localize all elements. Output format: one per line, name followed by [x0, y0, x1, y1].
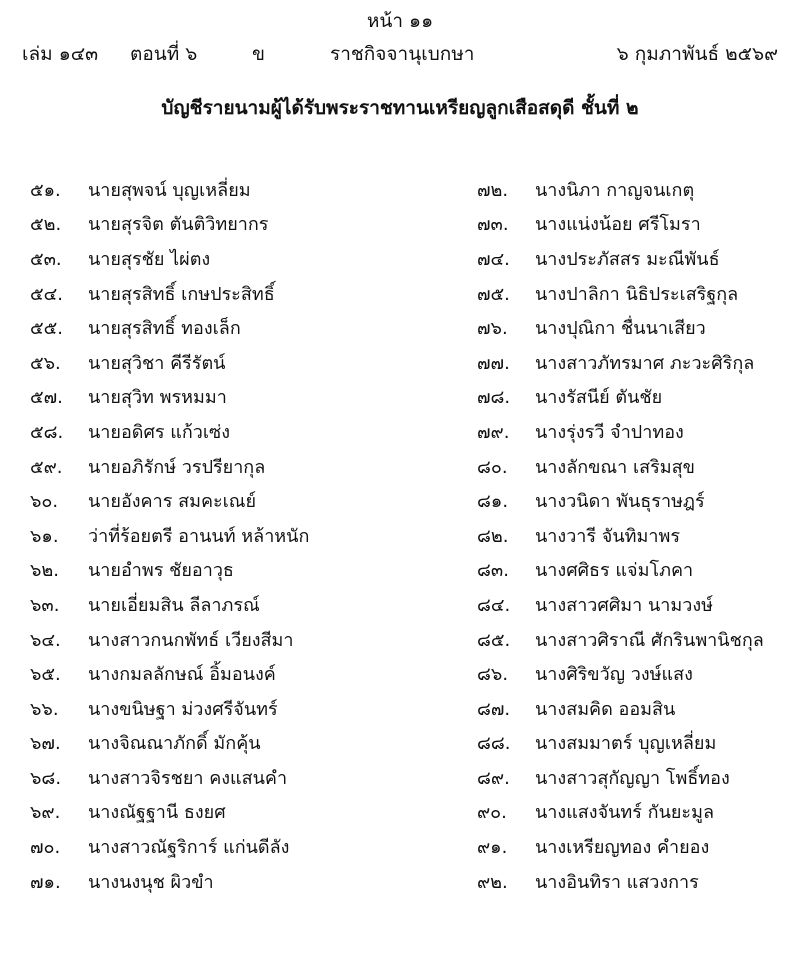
volume-label: เล่ม ๑๔๓ [22, 43, 99, 65]
entry-number: ๖๘. [30, 767, 62, 789]
list-item [477, 414, 764, 449]
entry-number: ๗๖. [477, 318, 508, 340]
entry-number: ๖๐. [30, 491, 59, 513]
list-item [30, 829, 309, 864]
entry-name: นางปาลิกา นิธิประเสริฐกุล [535, 283, 739, 305]
list-item [477, 691, 764, 726]
entry-number: ๖๔. [30, 629, 61, 651]
list-item [477, 276, 764, 311]
entry-number: ๗๑. [30, 871, 61, 893]
entry-number: ๙๒. [477, 871, 508, 893]
list-item [477, 380, 764, 415]
entry-number: ๖๓. [30, 594, 60, 616]
list-item [477, 829, 764, 864]
entry-name: ว่าที่ร้อยตรี อานนท์ หล้าหนัก [88, 525, 310, 547]
list-item [30, 691, 309, 726]
entry-number: ๙๑. [477, 837, 508, 859]
entry-name: นายสุรจิต ตันติวิทยากร [88, 214, 269, 236]
right-name-column [477, 172, 764, 898]
entry-number: ๙๐. [477, 802, 507, 824]
list-item [30, 172, 309, 207]
entry-name: นายอภิรักษ์ วรปรียากุล [88, 456, 266, 478]
entry-name: นางรุ่งรวี จำปาทอง [535, 421, 684, 443]
list-item [477, 795, 764, 830]
entry-name: นายสุพจน์ บุญเหลี่ยม [88, 179, 251, 201]
entry-name: นางสาวจิรชยา คงแสนคำ [88, 767, 288, 789]
entry-number: ๖๙. [30, 802, 61, 824]
entry-name: นางแสงจันทร์ กันยะมูล [535, 802, 714, 824]
list-item [30, 518, 309, 553]
entry-name: นางเหรียญทอง คำยอง [535, 837, 710, 859]
list-item [477, 449, 764, 484]
page-number: หน้า ๑๑ [366, 10, 434, 32]
list-item [477, 345, 764, 380]
entry-number: ๖๒. [30, 560, 60, 582]
list-item [477, 726, 764, 761]
list-item [30, 310, 309, 345]
entry-number: ๕๙. [30, 456, 63, 478]
entry-number: ๕๕. [30, 318, 63, 340]
entry-number: ๕๑. [30, 179, 61, 201]
list-item [30, 345, 309, 380]
entry-name: นางวารี จันทิมาพร [535, 525, 681, 547]
entry-number: ๗๘. [477, 387, 511, 409]
entry-number: ๘๗. [477, 698, 511, 720]
entry-name: นายสุวิชา คีรีรัตน์ [88, 352, 226, 374]
list-item [30, 795, 309, 830]
entry-number: ๕๖. [30, 352, 61, 374]
entry-number: ๗๐. [30, 837, 61, 859]
entry-name: นางศิริขวัญ วงษ์แสง [535, 664, 693, 686]
entry-name: นางจิณณาภักดิ์ มักคุ้น [88, 733, 261, 755]
entry-number: ๘๓. [477, 560, 509, 582]
list-item [30, 760, 309, 795]
entry-name: นางปุณิกา ชื่นนาเสียว [535, 318, 706, 340]
list-item [30, 241, 309, 276]
list-item [30, 726, 309, 761]
section-label: ข [252, 43, 265, 65]
entry-name: นายอำพร ชัยอาวุธ [88, 560, 234, 582]
entry-name: นางสาวศศิมา นามวงษ์ [535, 594, 713, 616]
entry-name: นางสาวสุกัญญา โพธิ์ทอง [535, 767, 730, 789]
entry-number: ๖๑. [30, 525, 59, 547]
entry-number: ๘๘. [477, 733, 511, 755]
list-item [30, 656, 309, 691]
entry-name: นายสุรชัย ไผ่ตง [88, 248, 211, 270]
entry-name: นายสุรสิทธิ์ เกษประสิทธิ์ [88, 283, 275, 305]
entry-number: ๘๙. [477, 767, 510, 789]
list-item [30, 553, 309, 588]
entry-number: ๖๖. [30, 698, 59, 720]
entry-name: นายอดิศร แก้วเซ่ง [88, 421, 231, 443]
entry-name: นางนิภา กาญจนเกตุ [535, 179, 695, 201]
document-title: บัญชีรายนามผู้ได้รับพระราชทานเหรียญลูกเสือสดุดี ชั้นที่ ๒ [161, 97, 639, 119]
entry-name: นางรัสนีย์ ตันชัย [535, 387, 663, 409]
list-item [30, 483, 309, 518]
entry-number: ๘๐. [477, 456, 508, 478]
entry-name: นางสาวภัทรมาศ ภะวะศิริกุล [535, 352, 755, 374]
entry-number: ๕๓. [30, 248, 62, 270]
entry-number: ๗๓. [477, 214, 509, 236]
entry-name: นางสาวณัฐริการ์ แก่นดีลัง [88, 837, 290, 859]
list-item [30, 449, 309, 484]
list-item [477, 656, 764, 691]
entry-name: นางขนิษฐา ม่วงศรีจันทร์ [88, 698, 278, 720]
entry-number: ๕๔. [30, 283, 63, 305]
entry-number: ๕๘. [30, 421, 64, 443]
list-item [477, 518, 764, 553]
entry-name: นางสาวกนกพัทธ์ เวียงสีมา [88, 629, 294, 651]
list-item [30, 207, 309, 242]
entry-name: นางอินทิรา แสวงการ [535, 871, 699, 893]
entry-name: นายเอี่ยมสิน ลีลาภรณ์ [88, 594, 260, 616]
entry-number: ๗๙. [477, 421, 510, 443]
entry-number: ๘๒. [477, 525, 509, 547]
publication-date: ๖ กุมภาพันธ์ ๒๕๖๙ [616, 43, 778, 65]
entry-name: นางสมมาตร์ บุญเหลี่ยม [535, 733, 717, 755]
list-item [477, 864, 764, 899]
list-item [477, 310, 764, 345]
entry-number: ๖๗. [30, 733, 61, 755]
entry-name: นางสมคิด ออมสิน [535, 698, 676, 720]
entry-name: นายอังคาร สมคะเณย์ [88, 491, 257, 513]
entry-number: ๘๑. [477, 491, 509, 513]
entry-number: ๗๔. [477, 248, 510, 270]
entry-number: ๘๕. [477, 629, 511, 651]
list-item [477, 622, 764, 657]
list-item [30, 414, 309, 449]
list-item [30, 622, 309, 657]
entry-number: ๗๒. [477, 179, 509, 201]
entry-name: นางแน่งน้อย ศรีโมรา [535, 214, 701, 236]
gazette-name: ราชกิจจานุเบกษา [330, 43, 475, 65]
entry-name: นางลักขณา เสริมสุข [535, 456, 695, 478]
entry-name: นางศศิธร แจ่มโภคา [535, 560, 694, 582]
entry-name: นางสาวศิราณี ศักรินพานิชกุล [535, 629, 764, 651]
entry-name: นางนงนุช ผิวขำ [88, 871, 214, 893]
list-item [477, 207, 764, 242]
entry-number: ๗๕. [477, 283, 510, 305]
entry-number: ๗๗. [477, 352, 510, 374]
entry-number: ๘๔. [477, 594, 511, 616]
entry-number: ๕๗. [30, 387, 63, 409]
list-item [30, 864, 309, 899]
list-item [477, 241, 764, 276]
entry-name: นางกมลลักษณ์ อิ้มอนงค์ [88, 664, 276, 686]
entry-name: นางประภัสสร มะณีพันธ์ [535, 248, 720, 270]
list-item [477, 553, 764, 588]
list-item [477, 172, 764, 207]
entry-number: ๕๒. [30, 214, 62, 236]
list-item [30, 380, 309, 415]
issue-label: ตอนที่ ๖ [130, 43, 198, 65]
list-item [30, 587, 309, 622]
entry-name: นายสุรสิทธิ์ ทองเล็ก [88, 318, 241, 340]
list-item [477, 483, 764, 518]
entry-name: นางวนิดา พันธุราษฎร์ [535, 491, 705, 513]
list-item [30, 276, 309, 311]
entry-number: ๖๕. [30, 664, 61, 686]
entry-number: ๘๖. [477, 664, 509, 686]
list-item [477, 760, 764, 795]
entry-name: นางณัฐฐานี ธงยศ [88, 802, 226, 824]
list-item [477, 587, 764, 622]
entry-name: นายสุวิท พรหมมา [88, 387, 227, 409]
left-name-column [30, 172, 309, 898]
